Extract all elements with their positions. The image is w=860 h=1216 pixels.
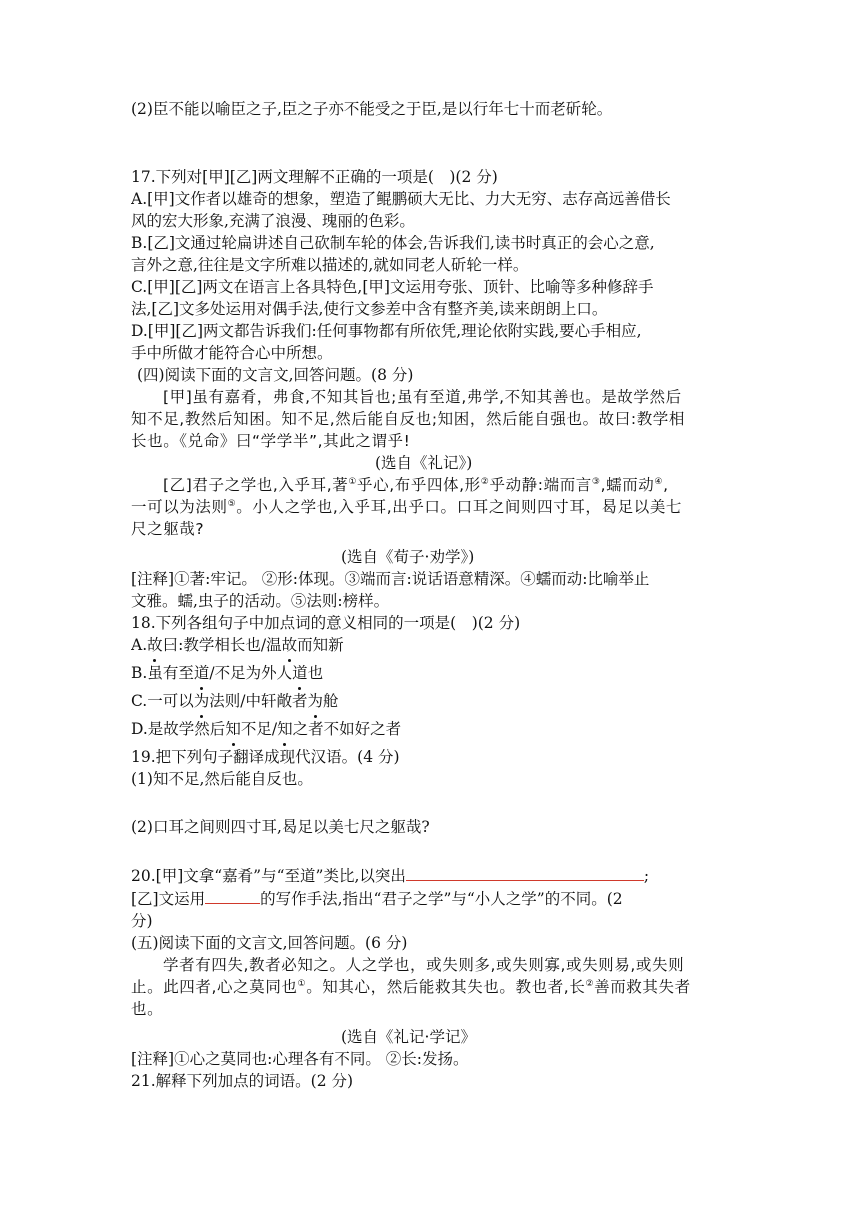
question-17-stem: 17.下列对[甲][乙]两文理解不正确的一项是( )(2 分): [131, 168, 498, 186]
option-a-line-2: 风的宏大形象,充满了浪漫、瑰丽的色彩。: [131, 212, 415, 230]
passage-yi-text: 乎心,布乎四体,形: [357, 476, 481, 494]
passage-yi-line-3: 尺之躯哉?: [131, 520, 205, 538]
emphasized-word: 知: [225, 720, 241, 738]
section-4: [131, 364, 731, 612]
question-19-stem: 19.把下列句子翻译成现代汉语。(4 分): [131, 748, 400, 766]
translation-item-2: (2)臣不能以喻臣之子,臣之子亦不能受之于臣,是以行年七十而老斫轮。: [131, 100, 613, 118]
section-5-heading: (五)阅读下面的文言文,回答问题。(6 分): [131, 934, 408, 952]
option-text: C.一可以: [131, 692, 194, 710]
passage-jia-line-3: 长也。《兑命》曰“学学半”,其此之谓乎!: [131, 432, 411, 450]
option-b: [131, 662, 731, 690]
option-a-line-1: A.[甲]文作者以雄奇的想象，塑造了鲲鹏硕大无比、力大无穷、志存高远善借长: [131, 190, 671, 208]
emphasized-word: 知: [277, 720, 293, 738]
option-text: 曰:教学相长也/温: [162, 636, 282, 654]
option-text: A.: [131, 636, 148, 654]
passage-yi-text: [乙]君子之学也,入乎耳,著: [163, 476, 349, 494]
question-18: [131, 612, 731, 746]
option-text: 而知新: [297, 636, 344, 654]
footnote-marker: ④: [654, 476, 664, 487]
answer-blank-1[interactable]: [406, 864, 644, 881]
section-5: [131, 932, 731, 1070]
option-c: [131, 690, 731, 718]
question-20: [131, 864, 731, 932]
option-text: D.是故学然后: [131, 720, 226, 738]
passage-yi-line-2: [131, 496, 731, 518]
question-17: [131, 166, 731, 364]
option-text: 舱: [323, 692, 339, 710]
answer-space: [131, 120, 731, 166]
option-text: /不足为外人: [209, 664, 293, 682]
footnote-marker: ⑤: [227, 498, 237, 509]
section-4-heading: (四)阅读下面的文言文,回答问题。(8 分): [137, 366, 414, 384]
question-20-text: ;: [643, 867, 650, 885]
passage-yi-text: ,蠕而动: [600, 476, 655, 494]
option-d-line-2: 手中所做才能符合心中所想。: [131, 344, 333, 362]
option-text: B.虽有至: [131, 664, 194, 682]
passage-jia-line-1: [甲]虽有嘉肴，弗食,不知其旨也;虽有至道,弗学,不知其善也。是故学然后: [163, 388, 682, 406]
passage-yi-text: 乎动静:端而言: [489, 476, 592, 494]
option-b-line-1: B.[乙]文通过轮扁讲述自己砍制车轮的体会,告诉我们,读书时真正的会心之意,: [131, 234, 655, 252]
question-20-text: [乙]文运用: [131, 890, 206, 908]
option-text: 不足/: [240, 720, 278, 738]
question-20-text: 的写作手法,指出“君子之学”与“小人之学”的不同。(2: [260, 890, 623, 908]
option-text: 法则/中轩敞者: [209, 692, 308, 710]
question-20-text: 20.[甲]文拿“嘉肴”与“至道”类比,以突出: [131, 867, 406, 885]
option-d: [131, 718, 731, 746]
question-19-item-1: (1)知不足,然后能自反也。: [131, 770, 313, 788]
answer-space: [131, 838, 731, 864]
passage-jia-source: (选自《礼记》): [375, 454, 473, 472]
emphasized-word: 道: [193, 664, 210, 682]
question-20-line-1: [131, 864, 731, 887]
emphasized-word: 为: [193, 692, 210, 710]
passage-yi-text: ,: [663, 476, 669, 494]
option-b-line-2: 言外之意,往往是文字所难以描述的,就如同老人斫轮一样。: [131, 256, 529, 274]
passage-yi-line-1: [131, 474, 731, 496]
passage-jia-line-2: 知不足,教然后知困。知不足,然后能自反也;知困，然后能自强也。故曰:教学相: [131, 410, 686, 428]
passage-yi-text: 。小人之学也,入乎耳,出乎口。口耳之间则四寸耳，曷足以美七: [236, 498, 683, 516]
passage-5-source: (选自《礼记·学记》: [341, 1028, 476, 1046]
passage-5-text: 。知其心，然后能救其失也。教也者,长: [306, 978, 586, 996]
passage-yi-source: (选自《荀子·劝学》): [341, 548, 475, 566]
question-20-line-2: [131, 887, 731, 910]
passage-yi-text: 一可以为法则: [131, 498, 228, 516]
question-18-stem: 18.下列各组句子中加点词的意义相同的一项是( )(2 分): [131, 614, 521, 632]
footnote-marker: ③: [591, 476, 601, 487]
option-d-line-1: D.[甲][乙]两文都告诉我们:任何事物都有所依凭,理论依附实践,要心手相应,: [131, 322, 642, 340]
notes-line-1: [注释]①著:牢记。 ②形:体现。③端而言:说话语意精深。④蠕而动:比喻举止: [131, 570, 650, 588]
emphasized-word: 道: [292, 664, 308, 682]
passage-5-text: 止。此四者,心之莫同也: [131, 978, 298, 996]
section-5-notes: [注释]①心之莫同也:心理各有不同。 ②长:发扬。: [131, 1050, 469, 1068]
option-text: 也: [307, 664, 324, 682]
option-c-line-2: 法,[乙]文多处运用对偶手法,使行文参差中含有整齐美,读来朗朗上口。: [131, 300, 608, 318]
option-text: 之者不如好之者: [292, 720, 402, 738]
option-a: [131, 634, 731, 662]
passage-5-line-1: 学者有四失,教者必知之。人之学也，或失则多,或失则寡,或失则易,或失则: [163, 956, 685, 974]
answer-blank-2[interactable]: [205, 887, 260, 904]
footnote-marker: ①: [297, 978, 307, 989]
footnote-marker: ②: [480, 476, 490, 487]
exam-page: [131, 98, 731, 1092]
emphasized-word: 故: [281, 636, 298, 654]
emphasized-word: 为: [307, 692, 323, 710]
notes-line-2: 文雅。蠕,虫子的活动。⑤法则:榜样。: [131, 592, 390, 610]
footnote-marker: ②: [585, 978, 595, 989]
question-19-item-2: (2)口耳之间则四寸耳,曷足以美七尺之躯哉?: [131, 818, 430, 836]
emphasized-word: 故: [147, 636, 163, 654]
option-c-line-1: C.[甲][乙]两文在语言上各具特色,[甲]文运用夸张、顶针、比喻等多种修辞手: [131, 278, 654, 296]
passage-5-line-3: 也。: [131, 1000, 164, 1018]
question-21-stem: 21.解释下列加点的词语。(2 分): [131, 1072, 354, 1090]
passage-5-text: 善而救其失者: [594, 978, 691, 996]
passage-5-line-2: [131, 976, 731, 998]
footnote-marker: ①: [348, 476, 358, 487]
answer-space: [131, 790, 731, 816]
question-20-line-3: 分): [131, 912, 153, 930]
question-19: [131, 746, 731, 838]
